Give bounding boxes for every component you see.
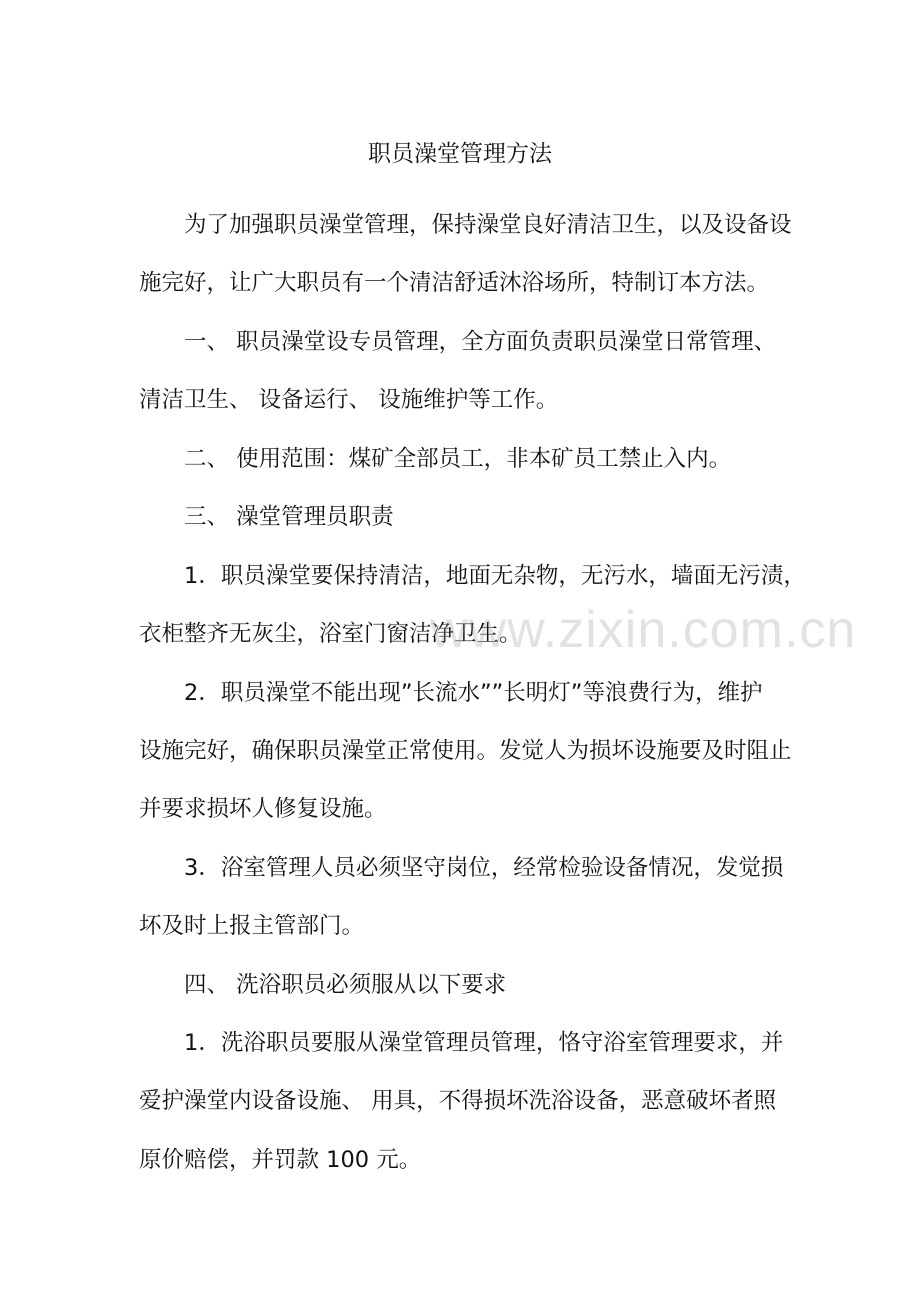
paragraph-line: 设施完好，确保职员澡堂正常使用。发觉人为损坏设施要及时阻止 [139, 738, 792, 764]
paragraph-line: 2．职员澡堂不能出现”长流水””长明灯”等浪费行为，维护 [184, 680, 763, 706]
watermark: www.zixin.com.cn [430, 601, 857, 659]
paragraph-line: 衣柜整齐无灰尘，浴室门窗洁净卫生。 [139, 621, 522, 647]
paragraph-line: 3．浴室管理人员必须坚守岗位，经常检验设备情况，发觉损 [184, 855, 784, 881]
paragraph-line: 一、 职员澡堂设专员管理，全方面负责职员澡堂日常管理、 [184, 329, 777, 355]
paragraph-line: 为了加强职员澡堂管理，保持澡堂良好清洁卫生，以及设备设 [184, 212, 792, 238]
paragraph-line: 1．职员澡堂要保持清洁，地面无杂物，无污水，墙面无污渍， [184, 563, 806, 589]
paragraph-line: 二、 使用范围：煤矿全部员工，非本矿员工禁止入内。 [184, 446, 732, 472]
paragraph-line: 清洁卫生、 设备运行、 设施维护等工作。 [139, 387, 559, 413]
section-heading: 三、 澡堂管理员职责 [184, 504, 394, 530]
paragraph-line: 施完好，让广大职员有一个清洁舒适沐浴场所，特制订本方法。 [139, 270, 770, 296]
paragraph-line: 1．洗浴职员要服从澡堂管理员管理，恪守浴室管理要求，并 [184, 1030, 784, 1056]
section-heading: 四、 洗浴职员必须服从以下要求 [184, 972, 507, 998]
paragraph-line: 原价赔偿，并罚款 100 元。 [139, 1147, 422, 1173]
paragraph-line: 并要求损坏人修复设施。 [139, 796, 387, 822]
paragraph-line: 坏及时上报主管部门。 [139, 913, 365, 939]
paragraph-line: 爱护澡堂内设备设施、 用具，不得损坏洗浴设备，恶意破坏者照 [139, 1088, 777, 1114]
page-title: 职员澡堂管理方法 [368, 141, 552, 167]
